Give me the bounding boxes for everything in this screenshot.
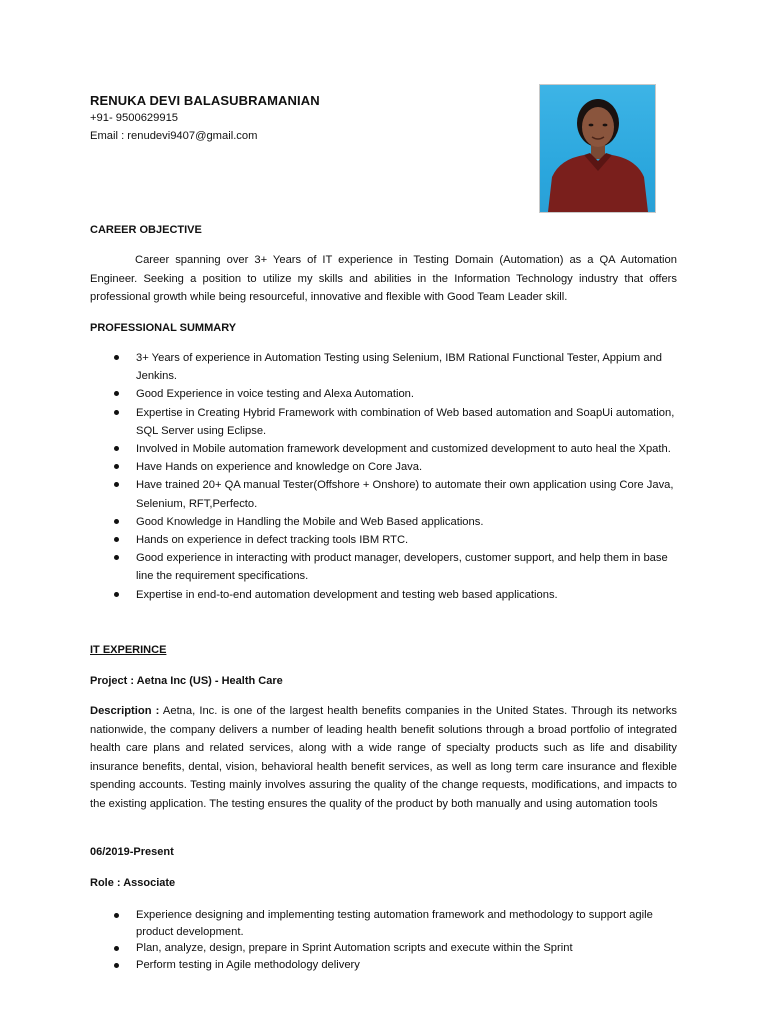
list-item: Expertise in end-to-end automation development and testing web based applications.: [90, 586, 680, 604]
bullet-icon: [114, 391, 119, 396]
list-item: Good Knowledge in Handling the Mobile and Web Based applications.: [90, 513, 680, 531]
phone-number: +91- 9500629915: [90, 112, 179, 124]
list-item: Expertise in Creating Hybrid Framework with combination of Web based automation and SoapUi automation, SQL Server using Eclipse.: [90, 404, 680, 440]
description-label: Description :: [90, 705, 160, 717]
bullet-icon: [114, 410, 119, 415]
candidate-name: RENUKA DEVI BALASUBRAMANIAN: [90, 93, 320, 108]
bullet-icon: [114, 946, 119, 951]
bullet-icon: [114, 555, 119, 560]
list-item: Hands on experience in defect tracking tools IBM RTC.: [90, 531, 680, 549]
list-item: Perform testing in Agile methodology delivery: [90, 957, 680, 974]
career-objective-heading: CAREER OBJECTIVE: [90, 224, 202, 236]
responsibilities-list: [90, 907, 680, 973]
it-experience-heading: IT EXPERINCE: [90, 644, 167, 656]
bullet-icon: [114, 519, 119, 524]
career-objective-text: Career spanning over 3+ Years of IT experience in Testing Domain (Automation) as a QA Automation Engineer. Seeking a position to utilize my skills and abilities in the Information Technology industry that offers professional growth while being resourceful, innovative and flexible with Good Team Leader skill.: [90, 254, 677, 304]
bullet-icon: [114, 963, 119, 968]
list-item: Experience designing and implementing testing automation framework and methodology to support agile product development.: [90, 907, 680, 940]
list-item: Good Experience in voice testing and Alexa Automation.: [90, 385, 680, 403]
bullet-icon: [114, 355, 119, 360]
profile-photo: [539, 84, 656, 213]
bullet-icon: [114, 482, 119, 487]
employment-period: 06/2019-Present: [90, 846, 174, 858]
list-item: 3+ Years of experience in Automation Testing using Selenium, IBM Rational Functional Tester, Appium and Jenkins.: [90, 349, 680, 385]
bullet-icon: [114, 537, 119, 542]
list-item: Involved in Mobile automation framework development and customized development to auto heal the Xpath.: [90, 440, 680, 458]
project-title: Project : Aetna Inc (US) - Health Care: [90, 675, 283, 687]
professional-summary-heading: PROFESSIONAL SUMMARY: [90, 322, 237, 334]
person-photo-icon: [540, 85, 655, 212]
bullet-icon: [114, 464, 119, 469]
bullet-icon: [114, 913, 119, 918]
project-description: [90, 702, 677, 814]
bullet-icon: [114, 446, 119, 451]
list-item: Have Hands on experience and knowledge on Core Java.: [90, 458, 680, 476]
role-title: Role : Associate: [90, 877, 176, 889]
professional-summary-list: [90, 349, 680, 604]
list-item: Good experience in interacting with product manager, developers, customer support, and help them in base line the requirement specifications.: [90, 549, 680, 585]
list-item: Have trained 20+ QA manual Tester(Offshore + Onshore) to automate their own application using Core Java, Selenium, RFT,Perfecto.: [90, 476, 680, 512]
list-item: Plan, analyze, design, prepare in Sprint Automation scripts and execute within the Sprint: [90, 940, 680, 957]
email-address: Email : renudevi9407@gmail.com: [90, 130, 258, 142]
bullet-icon: [114, 592, 119, 597]
description-text: Aetna, Inc. is one of the largest health benefits companies in the United States. Through its networks nationwide, the company delivers a number of leading health benefit solutions through a broad portfolio of integrated health care plans and related services, along with a wide range of specialty products such as life and disability insurance benefits, dental, vision, behavioral health benefit services, as well as long term care insurance and flexible spending accounts. Testing mainly involves assuring the quality of the change requests, modifications, and impacts to the existing application. The testing ensures the quality of the product by both manually and using automation tools: [90, 705, 677, 810]
